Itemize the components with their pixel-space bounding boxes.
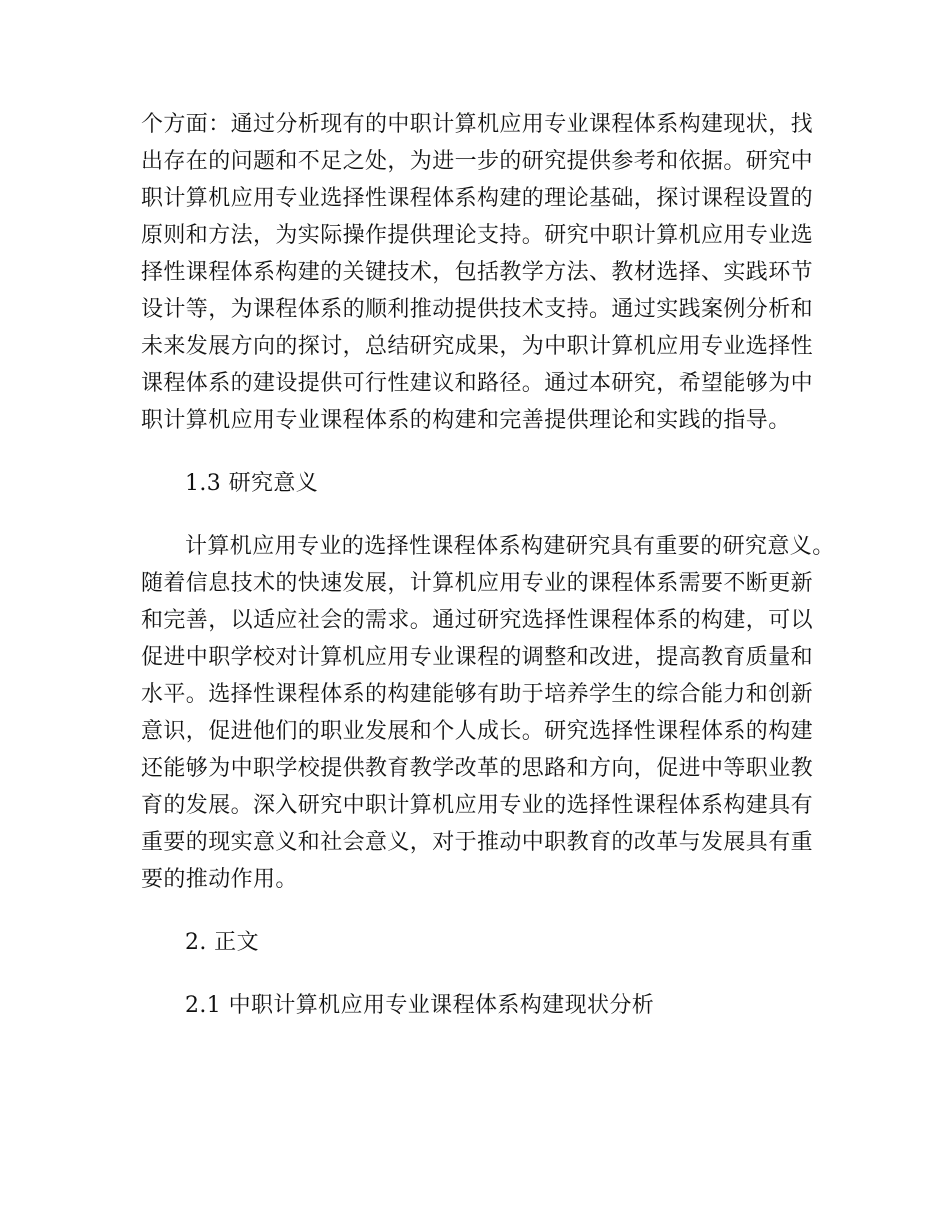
- paragraph-line: 职计算机应用专业课程体系的构建和完善提供理论和实践的指导。: [141, 408, 791, 433]
- paragraph-line: 重要的现实意义和社会意义，对于推动中职教育的改革与发展具有重: [141, 830, 814, 855]
- section-heading-2-1: 2.1 中职计算机应用专业课程体系构建现状分析: [185, 993, 655, 1018]
- paragraph-line: 计算机应用专业的选择性课程体系构建研究具有重要的研究意义。: [185, 534, 835, 559]
- paragraph-line: 职计算机应用专业选择性课程体系构建的理论基础，探讨课程设置的: [141, 186, 814, 211]
- paragraph-line: 个方面：通过分析现有的中职计算机应用专业课程体系构建现状，找: [141, 112, 814, 137]
- paragraph-line: 促进中职学校对计算机应用专业课程的调整和改进，提高教育质量和: [141, 645, 814, 670]
- paragraph-line: 和完善，以适应社会的需求。通过研究选择性课程体系的构建，可以: [141, 608, 814, 633]
- paragraph-line: 还能够为中职学校提供教育教学改革的思路和方向，促进中等职业教: [141, 756, 814, 781]
- paragraph-line: 未来发展方向的探讨，总结研究成果，为中职计算机应用专业选择性: [141, 334, 814, 359]
- paragraph-line: 水平。选择性课程体系的构建能够有助于培养学生的综合能力和创新: [141, 682, 814, 707]
- paragraph-line: 择性课程体系构建的关键技术，包括教学方法、教材选择、实践环节: [141, 260, 814, 285]
- section-heading-2: 2. 正文: [185, 930, 259, 955]
- paragraph-line: 出存在的问题和不足之处，为进一步的研究提供参考和依据。研究中: [141, 149, 814, 174]
- paragraph-line: 随着信息技术的快速发展，计算机应用专业的课程体系需要不断更新: [141, 571, 814, 596]
- paragraph-line: 原则和方法，为实际操作提供理论支持。研究中职计算机应用专业选: [141, 223, 814, 248]
- paragraph-line: 课程体系的建设提供可行性建议和路径。通过本研究，希望能够为中: [141, 371, 814, 396]
- paragraph-line: 意识，促进他们的职业发展和个人成长。研究选择性课程体系的构建: [141, 719, 814, 744]
- section-heading-1-3: 1.3 研究意义: [185, 471, 319, 496]
- paragraph-line: 设计等，为课程体系的顺利推动提供技术支持。通过实践案例分析和: [141, 297, 814, 322]
- paragraph-line: 育的发展。深入研究中职计算机应用专业的选择性课程体系构建具有: [141, 793, 814, 818]
- paragraph-line: 要的推动作用。: [141, 867, 298, 892]
